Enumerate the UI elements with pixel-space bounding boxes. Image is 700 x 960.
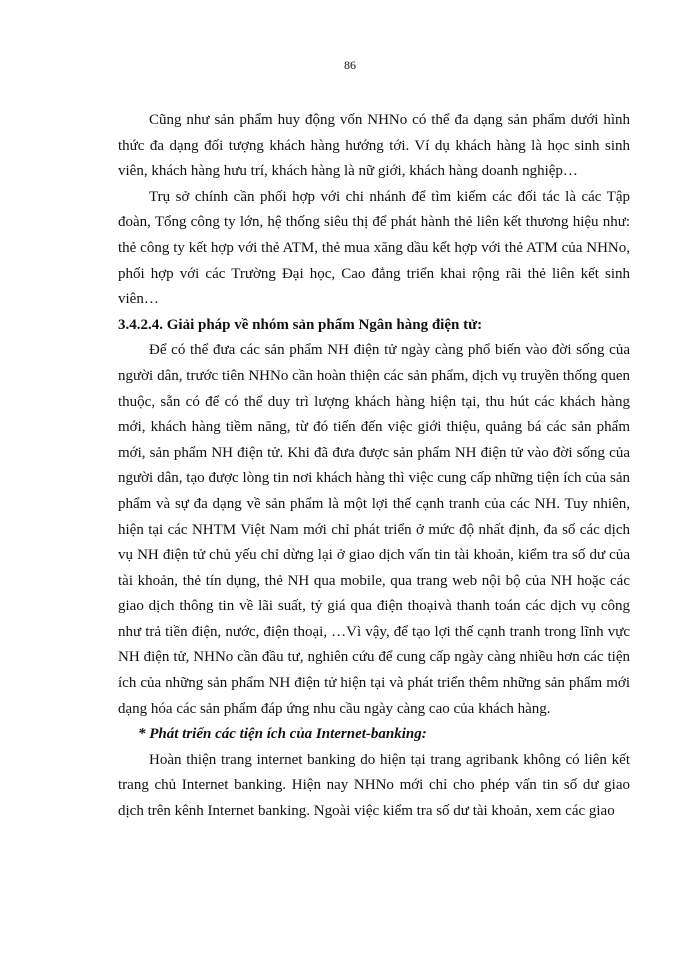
paragraph-internet-banking: Hoàn thiện trang internet banking do hiện tại trang agribank không có liên kết trang chủ Internet banking. Hiện nay NHNo mới chỉ cho phép vấn tin số dư giao dịch trên kênh Internet banking. Ngoài việc kiểm tra số dư tài khoản, xem các giao [118, 751, 630, 820]
subsection-heading: * Phát triển các tiện ích của Internet-banking: [138, 726, 427, 743]
paragraph-e-banking-solutions: Để có thể đưa các sản phẩm NH điện tử ngày càng phổ biến vào đời sống của người dân, trước tiên NHNo cần hoàn thiện các sản phẩm, dịch vụ truyền thống quen thuộc, sẵn có để có thể duy trì lượng khách hàng hiện tại, thu hút các khách hàng mới, khách hàng tiềm năng, từ đó tiến đến việc giới thiệu, quảng bá các sản phẩm mới, sản phẩm NH điện tử. Khi đã đưa được sản phẩm NH điện tử vào đời sống của người dân, tạo được lòng tin nơi khách hàng thì việc cung cấp những tiện ích của sản phẩm và sự đa dạng về sản phẩm là một lợi thế cạnh tranh của các NH. Tuy nhiên, hiện tại các NHTM Việt Nam mới chỉ phát triển ở mức độ nhất định, đa số các dịch vụ NH điện tử chủ yếu chỉ dừng lại ở giao dịch vấn tin tài khoản, kiểm tra số dư của tài khoản, thẻ tín dụng, thẻ NH qua mobile, qua trang web nội bộ của NH hoặc các giao dịch thông tin về lãi suất, tỷ giá qua điện thoạivà thanh toán các dịch vụ công như trả tiền điện, nước, điện thoại, …Vì vậy, để tạo lợi thế cạnh tranh trong lĩnh vực NH điện tử, NHNo cần đầu tư, nghiên cứu để cung cấp ngày càng nhiều hơn các tiện ích của những sản phẩm NH điện tử hiện tại và phát triển thêm những sản phẩm mới dạng hóa các sản phẩm đáp ứng nhu cầu ngày càng cao của khách hàng. [118, 342, 630, 717]
section-heading: 3.4.2.4. Giải pháp về nhóm sản phẩm Ngân hàng điện tử: [118, 316, 483, 333]
paragraph-product-diversification: Cũng như sản phẩm huy động vốn NHNo có thể đa dạng sản phẩm dưới hình thức đa dạng đối tượng khách hàng hướng tới. Ví dụ khách hàng là học sinh sinh viên, khách hàng hưu trí, khách hàng là nữ giới, khách hàng doanh nghiệp… [118, 112, 630, 180]
paragraph-co-branded-cards: Trụ sở chính cần phối hợp với chi nhánh để tìm kiếm các đối tác là các Tập đoàn, Tổng công ty lớn, hệ thống siêu thị để phát hành thẻ liên kết thương hiệu như: thẻ công ty kết hợp với thẻ ATM, thẻ mua xăng dầu kết hợp với thẻ ATM của NHNo, phối hợp với các Trường Đại học, Cao đẳng triển khai rộng rãi thẻ liên kết sinh viên… [118, 188, 630, 308]
page-number: 86 [344, 58, 356, 72]
document-body [118, 108, 630, 825]
